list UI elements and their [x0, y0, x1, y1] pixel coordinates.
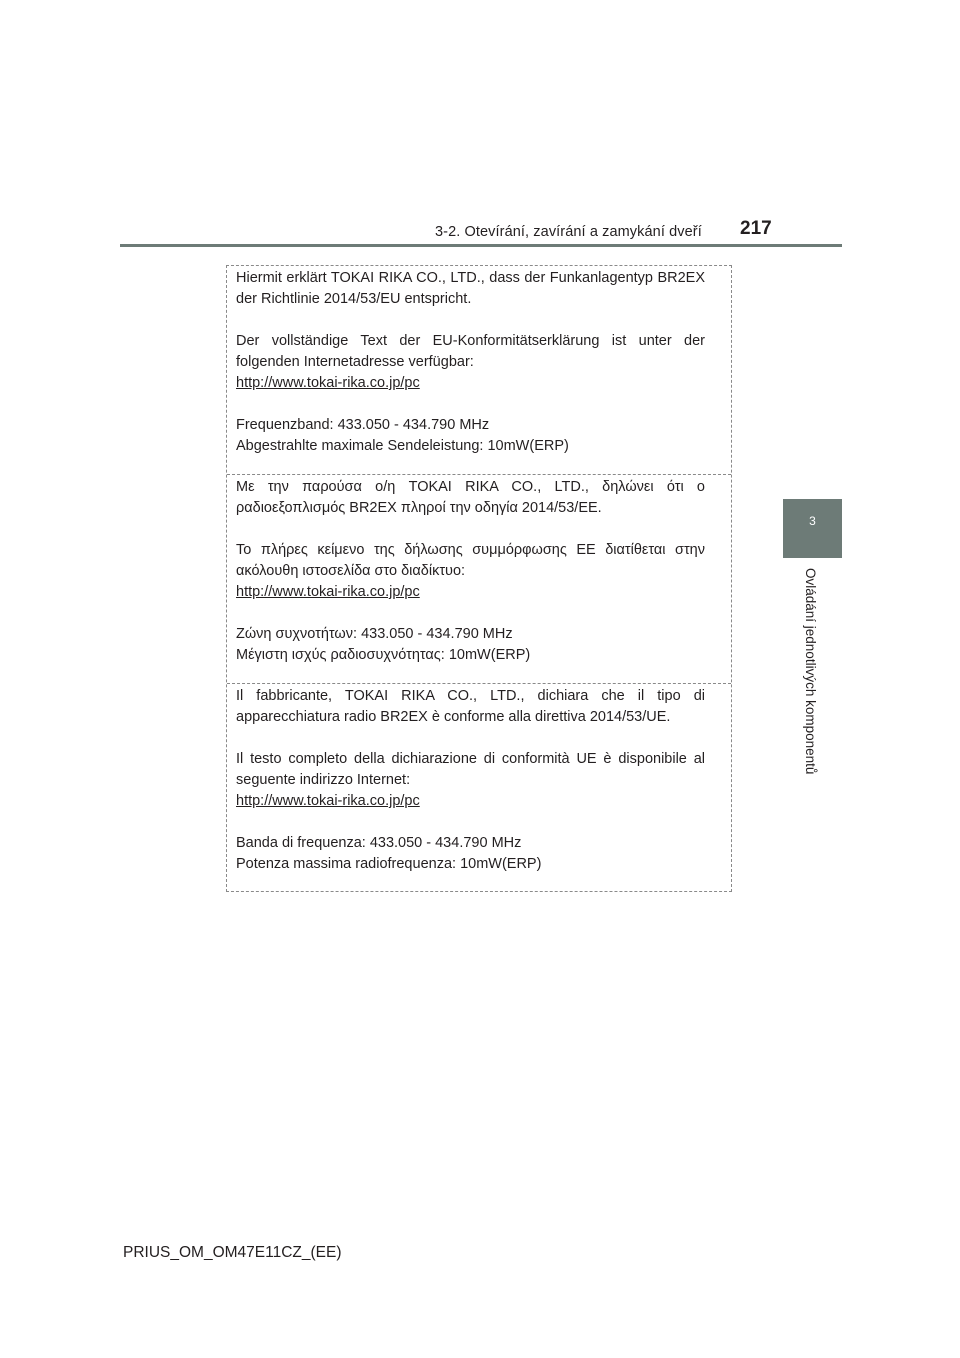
italian-fulltext: Il testo completo della dichiarazione di conformità UE è disponibile al seguente indirizzo Internet:	[236, 751, 705, 788]
german-fulltext: Der vollständige Text der EU-Konformitätserklärung ist unter der folgenden Internetadresse verfügbar:	[236, 333, 705, 370]
greek-section	[227, 474, 731, 683]
italian-power: Potenza massima radiofrequenza: 10mW(ERP)	[236, 856, 542, 872]
greek-declaration: Με την παρούσα ο/η TOKAI RIKA CO., LTD., δηλώνει ότι ο ραδιοεξοπλισμός BR2EX πληροί την οδηγία 2014/53/ΕΕ.	[236, 479, 705, 516]
header-rule	[120, 244, 842, 247]
german-frequency: Frequenzband: 433.050 - 434.790 MHz	[236, 417, 490, 433]
chapter-number: 3	[809, 514, 816, 528]
german-declaration: Hiermit erklärt TOKAI RIKA CO., LTD., dass der Funkanlagentyp BR2EX der Richtlinie 2014/53/EU entspricht.	[236, 270, 705, 307]
greek-power: Μέγιστη ισχύς ραδιοσυχνότητας: 10mW(ERP)	[236, 647, 531, 663]
german-power: Abgestrahlte maximale Sendeleistung: 10mW(ERP)	[236, 438, 569, 454]
page-number: 217	[740, 218, 772, 239]
footer-code: PRIUS_OM_OM47E11CZ_(EE)	[123, 1244, 342, 1261]
declaration-box	[226, 265, 732, 892]
italian-section	[227, 683, 731, 893]
italian-frequency: Banda di frequenza: 433.050 - 434.790 MHz	[236, 835, 522, 851]
german-link[interactable]: http://www.tokai-rika.co.jp/pc	[236, 375, 420, 391]
greek-fulltext: Το πλήρες κείμενο της δήλωσης συμμόρφωσης ΕΕ διατίθεται στην ακόλουθη ιστοσελίδα στο διαδίκτυο:	[236, 542, 705, 579]
italian-link[interactable]: http://www.tokai-rika.co.jp/pc	[236, 793, 420, 809]
greek-link[interactable]: http://www.tokai-rika.co.jp/pc	[236, 584, 420, 600]
section-title: 3-2. Otevírání, zavírání a zamykání dveří	[435, 224, 702, 240]
german-section	[227, 266, 731, 474]
italian-declaration: Il fabbricante, TOKAI RIKA CO., LTD., dichiara che il tipo di apparecchiatura radio BR2EX è conforme alla direttiva 2014/53/UE.	[236, 688, 705, 725]
chapter-label: Ovládání jednotlivých komponentů	[803, 568, 818, 775]
greek-frequency: Ζώνη συχνοτήτων: 433.050 - 434.790 MHz	[236, 626, 513, 642]
chapter-tab	[783, 499, 842, 558]
